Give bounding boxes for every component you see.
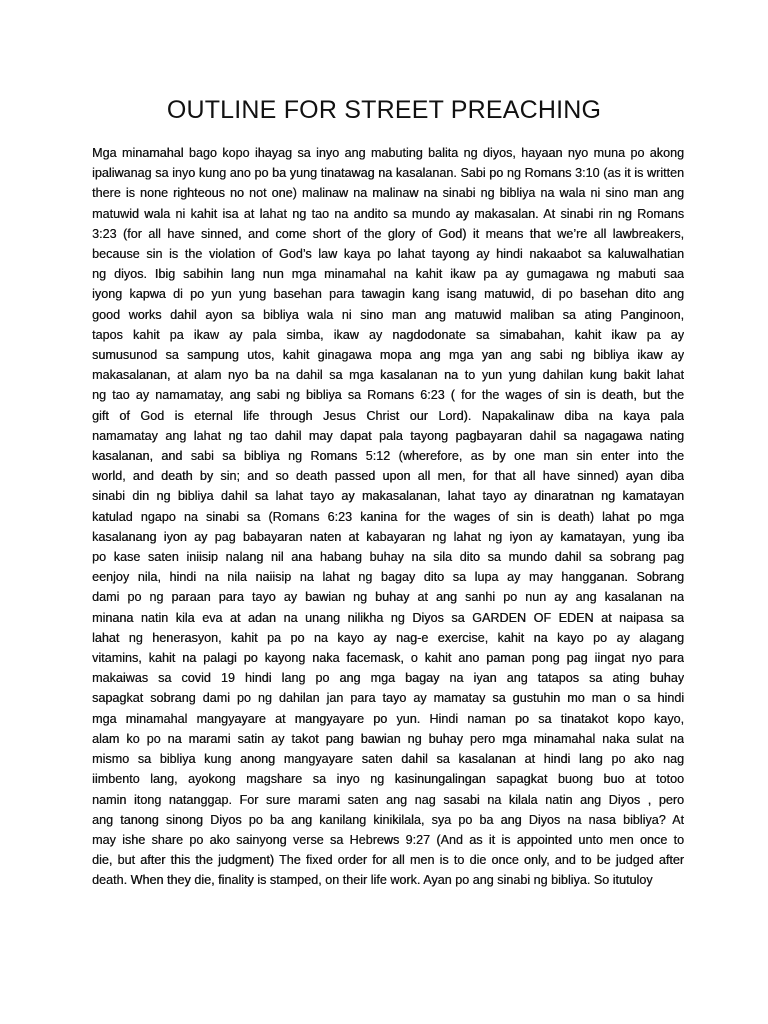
body-line: Mga minamahal bago kopo ihayag sa inyo ang mabuting balita ng diyos, hayaan nyo muna po akong (92, 146, 684, 160)
body-line: 3:23 (for all have sinned, and come short of the glory of God) it means that we’re all lawbreakers, (92, 226, 684, 241)
body-line: ng diyos. Ibig sabihin lang nun mga minamahal na kahit ikaw pa ay gumagawa ng mabuti saa (92, 267, 684, 282)
body-line: ipaliwanag sa inyo kung ano po ba yung tinatawag na kasalanan. Sabi po ng Romans 3:10 (as it is written (92, 166, 684, 181)
body-line: dami po ng paraan para tayo ay bawian ng buhay at ang sanhi po nun ay ang kasalanan na (92, 590, 684, 605)
body-line: namamatay ang lahat ng tao dahil may dapat pala tayong pagbayaran dahil sa nagagawa nating (92, 428, 684, 443)
body-line: makasalanan, at alam nyo ba na dahil sa mga kasalanan na to yun yung dahilan kung bakit lahat (92, 368, 684, 383)
body-line: mismo sa bibliya kung anong mangyayare saten dahil sa kasalanan at hindi lang po ako nag (92, 752, 684, 767)
body-line: ng tao ay namamatay, ang sabi ng bibliya sa Romans 6:23 ( for the wages of sin is death, but the (92, 388, 684, 403)
body-line: die, but after this the judgment) The fixed order for all men is to die once only, and to be judged after (92, 853, 684, 868)
body-line: kasalanang iyon ay pag babayaran naten at kabayaran ng lahat ng iyon ay kamatayan, yung iba (92, 529, 684, 544)
body-line: eenjoy nila, hindi na nila naiisip na lahat ng bagay dito sa lupa ay may hangganan. Sobrang (92, 570, 684, 585)
body-line: matuwid wala ni kahit isa at lahat ng tao na andito sa mundo ay makasalan. At sinabi rin ng Romans (92, 206, 684, 221)
body-line: because sin is the violation of God’s law kaya po lahat tayong ay hindi nakaabot sa kaluwalhatian (92, 247, 684, 262)
body-line: sapagkat sobrang dami po ng dahilan jan para tayo ay mamatay sa gustuhin mo man o sa hindi (92, 691, 684, 706)
body-line: lahat ng henerasyon, kahit pa po na kayo ay nag-e exercise, kahit na kayo po ay alagang (92, 630, 684, 645)
body-line: sumusunod sa sampung utos, kahit ginagawa mopa ang mga yan ang sabi ng bibliya ikaw ay (92, 348, 684, 363)
page-title: OUTLINE FOR STREET PREACHING (166, 96, 602, 124)
body-line: iimbento lang, ayokong magshare sa inyo ng kasinungalingan sapagkat buong buo at totoo (92, 772, 684, 787)
body-line: namin itong natanggap. For sure marami saten ang nag sasabi na kilala natin ang Diyos , pero (92, 792, 684, 807)
body-line: iyong kapwa di po yun yung basehan para tawagin kang isang matuwid, di po basehan dito ang (92, 287, 684, 302)
body-line: kasalanan, and sabi sa bibliya ng Romans 5:12 (wherefore, as by one man sin enter into the (92, 449, 684, 464)
body-line: good works dahil ayon sa bibliya wala ni sino man ang matuwid maliban sa ating Panginoon, (92, 307, 684, 322)
body-line: there is none righteous no not one) malinaw na malinaw na sinabi ng bibliya na wala ni sino man ang (92, 186, 684, 201)
body-line: katulad ngapo na sinabi sa (Romans 6:23 kanina for the wages of sin is death) lahat po mga (92, 509, 684, 524)
body-line: minana natin kila eva at adan na unang nilikha ng Diyos sa GARDEN OF EDEN at naipasa sa (92, 610, 684, 625)
body-line: gift of God is eternal life through Jesus Christ our Lord). Napakalinaw diba na kaya pala (92, 408, 684, 423)
body-line: world, and death by sin; and so death passed upon all men, for that all have sinned) ayan diba (92, 469, 684, 484)
body-line: mga minamahal mangyayare at mangyayare po yun. Hindi naman po sa tinatakot kopo kayo, (92, 711, 684, 726)
body-line: makaiwas sa covid 19 hindi lang po ang mga bagay na iyan ang tatapos sa ating buhay (92, 671, 684, 686)
body-line: ang tanong sinong Diyos po ba ang kanilang kinikilala, sya po ba ang Diyos na nasa bibliya? At (92, 812, 684, 827)
body-line: may ishe share po ako sainyong verse sa Hebrews 9:27 (And as it is appointed unto men once to (92, 832, 684, 847)
document-body (92, 143, 684, 891)
body-line: vitamins, kahit na palagi po kayong naka facemask, o kahit ano paman pong pag iingat nyo para (92, 651, 684, 666)
body-line: death. When they die, finality is stamped, on their life work. Ayan po ang sinabi ng bibliya. So itutuloy (92, 873, 653, 888)
body-line: tapos kahit pa ikaw ay pala simba, ikaw ay nagdodonate sa simabahan, kahit ikaw pa ay (92, 327, 684, 342)
body-line: po kase saten iniisip nalang nil ana habang buhay na sila dito sa mundo dahil sa sobrang pag (92, 550, 684, 565)
body-line: alam ko po na marami satin ay takot pang bawian ng buhay pero mga minamahal naka sulat na (92, 731, 684, 746)
body-line: sinabi din ng bibliya dahil sa lahat tayo ay makasalanan, lahat tayo ay dinaratnan ng kamatayan (92, 489, 684, 504)
